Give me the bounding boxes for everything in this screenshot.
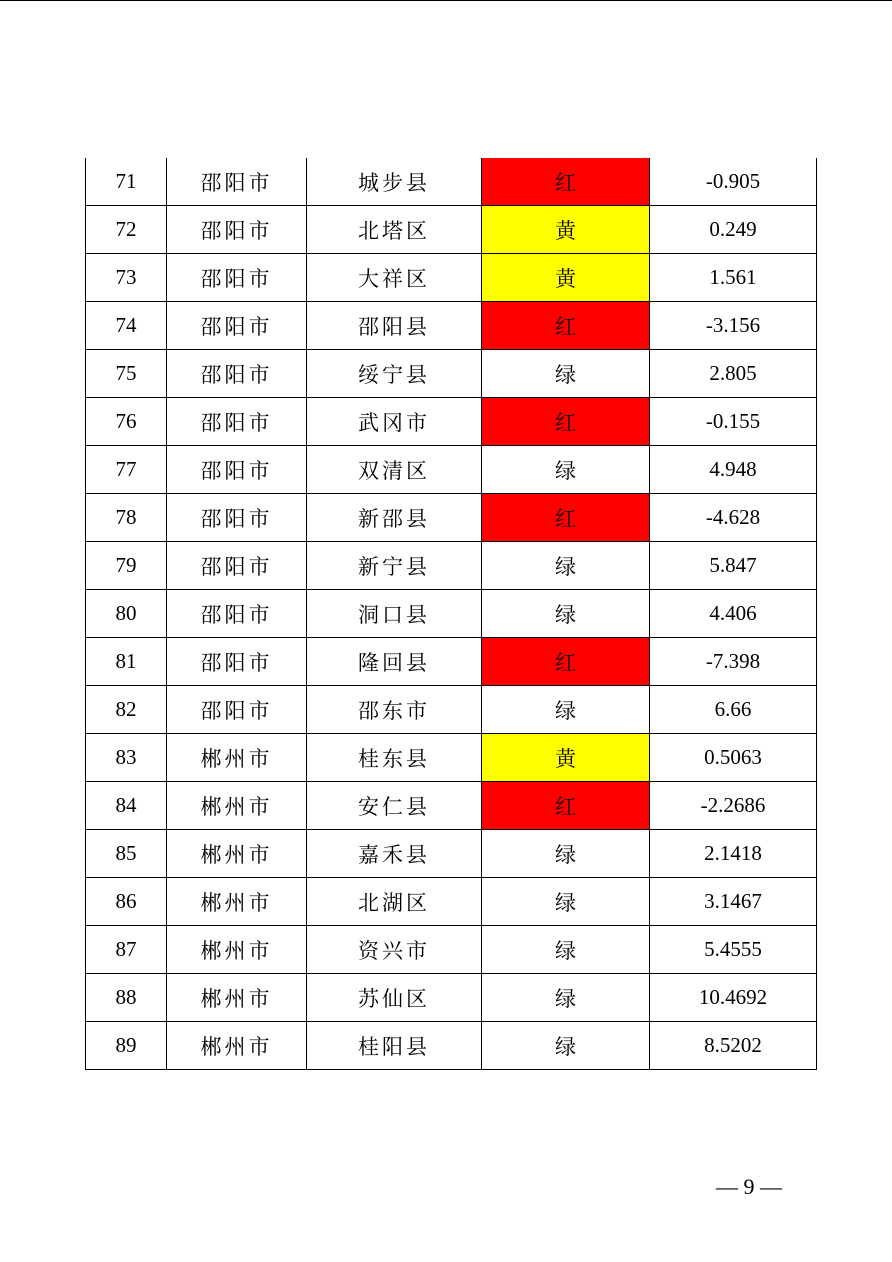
table-row (86, 302, 817, 350)
table-row (86, 1022, 817, 1070)
status-cell: 红 (482, 398, 650, 446)
status-cell: 红 (482, 782, 650, 830)
city-cell: 郴州市 (167, 782, 307, 830)
city-cell: 邵阳市 (167, 686, 307, 734)
city-cell: 邵阳市 (167, 158, 307, 206)
score-cell: 0.249 (650, 206, 817, 254)
score-cell: 2.805 (650, 350, 817, 398)
status-cell: 绿 (482, 686, 650, 734)
status-cell: 绿 (482, 350, 650, 398)
score-cell: 5.847 (650, 542, 817, 590)
score-cell: -7.398 (650, 638, 817, 686)
status-cell: 黄 (482, 206, 650, 254)
status-cell: 绿 (482, 830, 650, 878)
score-cell: -0.905 (650, 158, 817, 206)
city-cell: 邵阳市 (167, 446, 307, 494)
row-number-cell: 73 (86, 254, 167, 302)
row-number-cell: 84 (86, 782, 167, 830)
table-row (86, 446, 817, 494)
city-cell: 郴州市 (167, 734, 307, 782)
city-cell: 邵阳市 (167, 542, 307, 590)
status-cell: 绿 (482, 878, 650, 926)
table-row (86, 206, 817, 254)
row-number-cell: 74 (86, 302, 167, 350)
score-cell: 3.1467 (650, 878, 817, 926)
county-cell: 资兴市 (307, 926, 482, 974)
table-row (86, 350, 817, 398)
status-cell: 绿 (482, 446, 650, 494)
row-number-cell: 83 (86, 734, 167, 782)
city-cell: 郴州市 (167, 878, 307, 926)
row-number-cell: 86 (86, 878, 167, 926)
table-row (86, 830, 817, 878)
score-cell: 2.1418 (650, 830, 817, 878)
city-cell: 邵阳市 (167, 590, 307, 638)
score-cell: 4.948 (650, 446, 817, 494)
score-cell: -3.156 (650, 302, 817, 350)
city-cell: 邵阳市 (167, 638, 307, 686)
city-cell: 郴州市 (167, 1022, 307, 1070)
city-cell: 邵阳市 (167, 254, 307, 302)
county-cell: 绥宁县 (307, 350, 482, 398)
county-cell: 洞口县 (307, 590, 482, 638)
city-cell: 邵阳市 (167, 206, 307, 254)
city-cell: 邵阳市 (167, 350, 307, 398)
county-cell: 桂阳县 (307, 1022, 482, 1070)
table-row (86, 254, 817, 302)
score-cell: 8.5202 (650, 1022, 817, 1070)
row-number-cell: 71 (86, 158, 167, 206)
city-cell: 郴州市 (167, 974, 307, 1022)
score-cell: -4.628 (650, 494, 817, 542)
table-row (86, 686, 817, 734)
county-cell: 双清区 (307, 446, 482, 494)
county-cell: 邵阳县 (307, 302, 482, 350)
row-number-cell: 76 (86, 398, 167, 446)
county-cell: 新邵县 (307, 494, 482, 542)
score-cell: 6.66 (650, 686, 817, 734)
table-row (86, 734, 817, 782)
table-row (86, 782, 817, 830)
status-cell: 绿 (482, 1022, 650, 1070)
page-number: — 9 — (716, 1174, 782, 1199)
county-cell: 新宁县 (307, 542, 482, 590)
table-row (86, 158, 817, 206)
row-number-cell: 79 (86, 542, 167, 590)
row-number-cell: 89 (86, 1022, 167, 1070)
table-row (86, 878, 817, 926)
row-number-cell: 88 (86, 974, 167, 1022)
table-row (86, 398, 817, 446)
status-cell: 红 (482, 158, 650, 206)
status-cell: 绿 (482, 542, 650, 590)
score-cell: 1.561 (650, 254, 817, 302)
row-number-cell: 72 (86, 206, 167, 254)
row-number-cell: 81 (86, 638, 167, 686)
county-cell: 武冈市 (307, 398, 482, 446)
status-cell: 绿 (482, 590, 650, 638)
table-body (86, 158, 817, 1070)
county-rating-table (85, 158, 817, 1070)
table-row (86, 974, 817, 1022)
status-cell: 红 (482, 494, 650, 542)
table-row (86, 926, 817, 974)
row-number-cell: 87 (86, 926, 167, 974)
status-cell: 黄 (482, 254, 650, 302)
county-cell: 邵东市 (307, 686, 482, 734)
row-number-cell: 80 (86, 590, 167, 638)
status-cell: 黄 (482, 734, 650, 782)
top-rule (0, 0, 892, 1)
score-cell: -0.155 (650, 398, 817, 446)
city-cell: 邵阳市 (167, 302, 307, 350)
row-number-cell: 75 (86, 350, 167, 398)
row-number-cell: 77 (86, 446, 167, 494)
county-cell: 北湖区 (307, 878, 482, 926)
row-number-cell: 82 (86, 686, 167, 734)
status-cell: 红 (482, 638, 650, 686)
table-row (86, 494, 817, 542)
county-cell: 嘉禾县 (307, 830, 482, 878)
row-number-cell: 85 (86, 830, 167, 878)
city-cell: 郴州市 (167, 830, 307, 878)
county-cell: 苏仙区 (307, 974, 482, 1022)
county-cell: 隆回县 (307, 638, 482, 686)
table-row (86, 590, 817, 638)
table-row (86, 638, 817, 686)
status-cell: 绿 (482, 926, 650, 974)
row-number-cell: 78 (86, 494, 167, 542)
county-cell: 城步县 (307, 158, 482, 206)
county-cell: 桂东县 (307, 734, 482, 782)
city-cell: 郴州市 (167, 926, 307, 974)
table-row (86, 542, 817, 590)
county-cell: 北塔区 (307, 206, 482, 254)
score-cell: 0.5063 (650, 734, 817, 782)
city-cell: 邵阳市 (167, 494, 307, 542)
score-cell: 10.4692 (650, 974, 817, 1022)
status-cell: 红 (482, 302, 650, 350)
score-cell: -2.2686 (650, 782, 817, 830)
score-cell: 4.406 (650, 590, 817, 638)
status-cell: 绿 (482, 974, 650, 1022)
county-cell: 大祥区 (307, 254, 482, 302)
score-cell: 5.4555 (650, 926, 817, 974)
county-cell: 安仁县 (307, 782, 482, 830)
city-cell: 邵阳市 (167, 398, 307, 446)
